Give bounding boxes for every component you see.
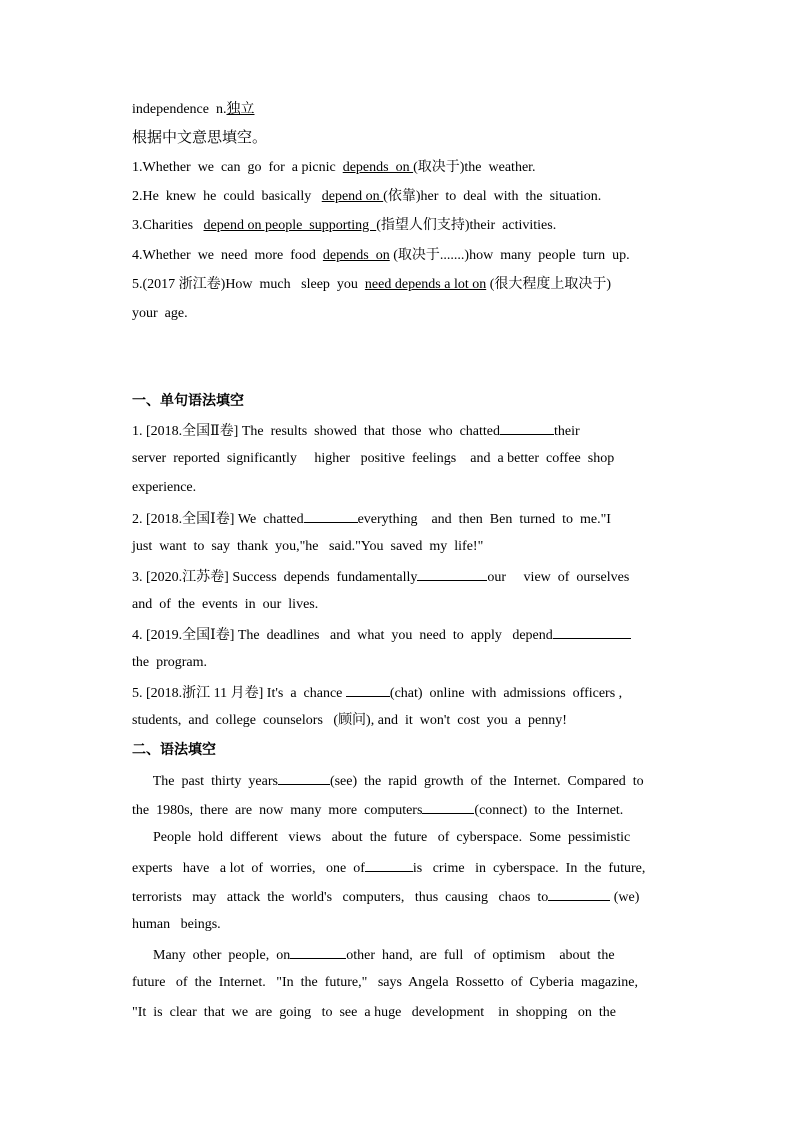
answer-blank[interactable]	[365, 858, 413, 872]
vocab-sentence	[132, 305, 188, 323]
vocab-term-line	[132, 101, 254, 119]
exercise-line	[132, 800, 623, 820]
answer-blank[interactable]	[553, 625, 631, 639]
answer-blank[interactable]	[290, 945, 346, 959]
sentence-answer: depend on	[321, 189, 384, 204]
exercise-line: human beings.	[132, 917, 221, 932]
answer-blank[interactable]	[417, 567, 487, 581]
section-heading: 二、语法填空	[132, 742, 216, 758]
exercise-line: "It is clear that we are going to see a huge development in shopping on the	[132, 1005, 616, 1020]
sentence-text: 2.He knew he could basically	[132, 189, 322, 204]
exercise-text: (chat) online with admissions officers ,	[389, 686, 623, 701]
sentence-text: 5.(2017 浙江卷)How much sleep you	[132, 277, 365, 292]
exercise-line: just want to say thank you,"he said."You saved my life!"	[132, 539, 484, 554]
exercise-text: our view of ourselves	[487, 570, 630, 585]
exercise-line	[132, 509, 611, 529]
exercise-line	[132, 567, 629, 587]
sentence-answer: depend on people supporting	[203, 218, 377, 233]
exercise-text: their	[554, 424, 580, 439]
exercise-line: People hold different views about the future of cyberspace. Some pessimistic	[132, 830, 631, 845]
sentence-text: (指望人们支持)their activities.	[376, 218, 557, 233]
answer-blank[interactable]	[278, 771, 330, 785]
vocab-term: independence n.	[132, 102, 227, 117]
exercise-text: 1. [2018.全国Ⅱ卷] The results showed that those who chatted	[132, 424, 501, 439]
exercise-text: 2. [2018.全国Ⅰ卷] We chatted	[132, 512, 304, 527]
answer-blank[interactable]	[346, 683, 390, 697]
exercise-line: future of the Internet. "In the future," says Angela Rossetto of Cyberia magazine,	[132, 975, 638, 990]
exercise-line	[132, 858, 645, 878]
section-heading: 一、单句语法填空	[132, 393, 244, 409]
answer-blank[interactable]	[422, 800, 474, 814]
sentence-text: 4.Whether we need more food	[132, 248, 323, 263]
sentence-text: (取决于)the weather.	[413, 160, 536, 175]
exercise-text: 5. [2018.浙江 11 月卷] It's a chance	[132, 686, 346, 701]
sentence-answer: need depends a lot on	[364, 277, 487, 292]
exercise-text: terrorists may attack the world's computers, thus causing chaos to	[132, 890, 549, 905]
exercise-text: The past thirty years	[132, 774, 278, 789]
sentence-answer: depends on	[342, 160, 414, 175]
exercise-text: 3. [2020.江苏卷] Success depends fundamentally	[132, 570, 418, 585]
sentence-text: (取决于.......)how many people turn up.	[389, 248, 630, 263]
answer-blank[interactable]	[500, 421, 554, 435]
vocab-sentence	[132, 247, 630, 265]
sentence-text: 1.Whether we can go for a picnic	[132, 160, 343, 175]
exercise-line: server reported significantly higher positive feelings and a better coffee shop	[132, 451, 615, 466]
exercise-line	[132, 945, 615, 965]
exercise-line	[132, 771, 644, 791]
sentence-text: (很大程度上取决于)	[486, 277, 612, 292]
sentence-answer: depends on	[322, 248, 390, 263]
answer-blank[interactable]	[304, 509, 358, 523]
exercise-text: 4. [2019.全国Ⅰ卷] The deadlines and what you need to apply depend	[132, 628, 553, 643]
vocab-sentence	[132, 217, 556, 235]
vocab-sentence	[132, 276, 611, 294]
exercise-text: (connect) to the Internet.	[474, 803, 624, 818]
vocab-meaning: 独立	[226, 102, 255, 117]
exercise-text: is crime in cyberspace. In the future,	[412, 861, 646, 876]
exercise-line	[132, 421, 580, 441]
vocab-sentence	[132, 159, 536, 177]
exercise-line: the program.	[132, 655, 208, 670]
exercise-line	[132, 887, 639, 907]
exercise-line	[132, 625, 631, 645]
sentence-text: 3.Charities	[132, 218, 204, 233]
exercise-text: everything and then Ben turned to me."I	[357, 512, 611, 527]
vocab-instruction: 根据中文意思填空。	[132, 130, 268, 146]
sentence-text: your age.	[132, 306, 188, 321]
vocab-sentence	[132, 188, 601, 206]
exercise-text: experts have a lot of worries, one of	[132, 861, 365, 876]
exercise-text: (see) the rapid growth of the Internet. Compared to	[329, 774, 644, 789]
answer-blank[interactable]	[548, 887, 610, 901]
exercise-line: and of the events in our lives.	[132, 597, 319, 612]
exercise-text: (we)	[610, 890, 640, 905]
exercise-text: other hand, are full of optimism about the	[346, 948, 615, 963]
exercise-text: the 1980s, there are now many more computers	[132, 803, 423, 818]
exercise-text: Many other people, on	[132, 948, 291, 963]
exercise-line: students, and college counselors (顾问), and it won't cost you a penny!	[132, 713, 567, 728]
sentence-text: (依靠)her to deal with the situation.	[383, 189, 602, 204]
exercise-line: experience.	[132, 480, 197, 495]
exercise-line	[132, 683, 622, 703]
